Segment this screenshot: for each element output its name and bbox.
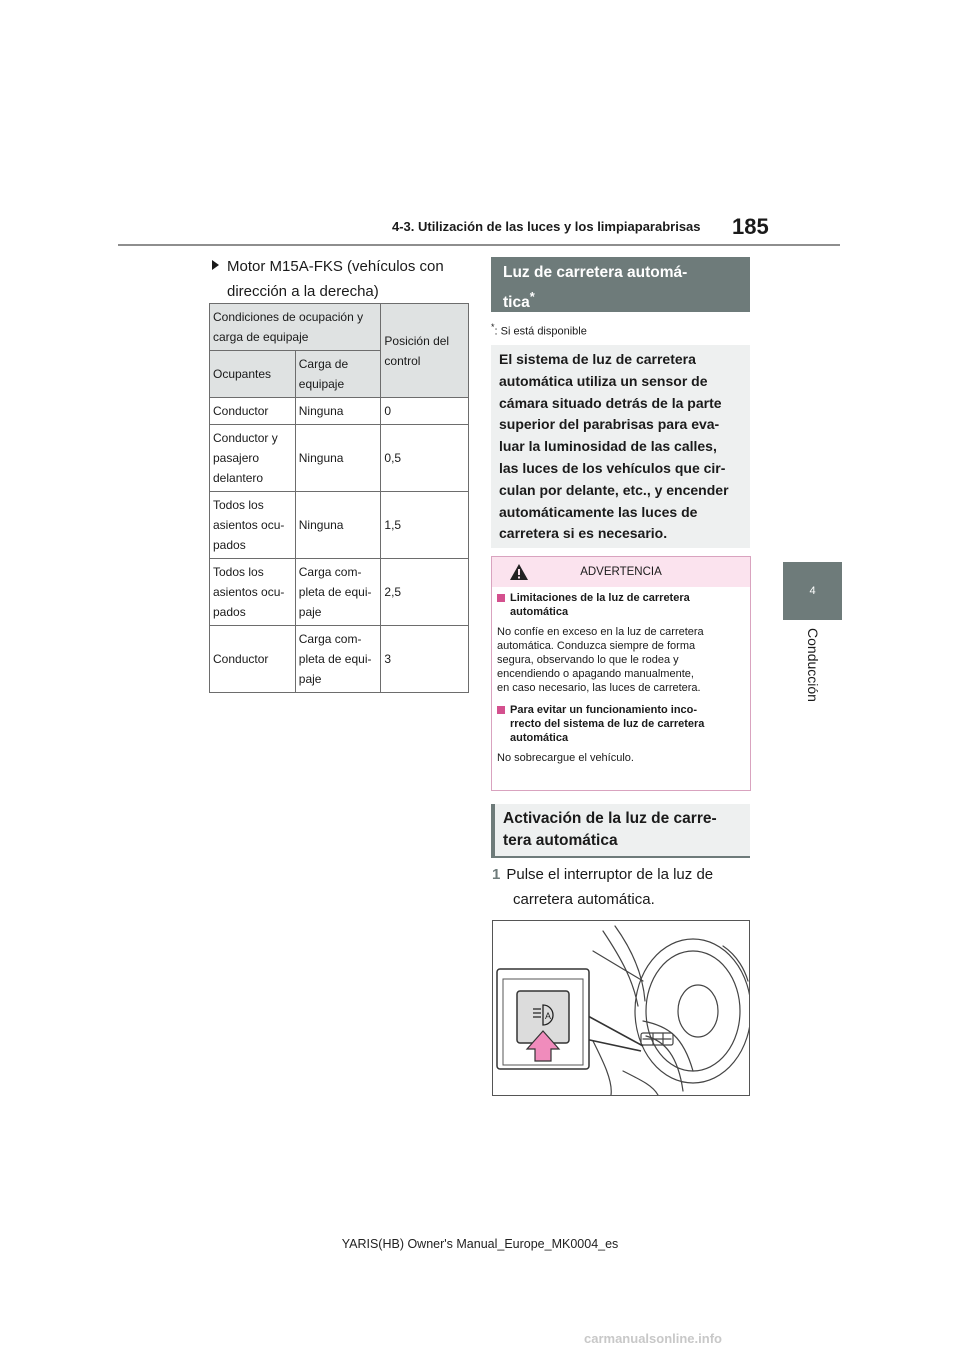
- table-header-position: Posición del control: [381, 304, 469, 398]
- step-text-line1: Pulse el interruptor de la luz de: [506, 866, 714, 883]
- table-row: Conductor y pasajero delantero Ninguna 0,5: [210, 425, 469, 492]
- warning-paragraph: No confíe en exceso en la luz de carretera automática. Conduzca siempre de forma segura, observando lo que le rodea y encendiendo o apagando manualmente, en caso necesario, las luces de carretera.: [497, 626, 704, 694]
- table-row: Todos los asientos ocu- pados Carga com- pleta de equi- paje 2,5: [210, 559, 469, 626]
- dashboard-switch-drawing: [493, 921, 749, 1095]
- warning-box: [491, 556, 751, 791]
- step-1: [492, 862, 713, 912]
- section-header: 4-3. Utilización de las luces y los limpiaparabrisas: [392, 219, 701, 234]
- watermark: carmanualsonline.info: [584, 1331, 722, 1346]
- table-row: Todos los asientos ocu- pados Ninguna 1,5: [210, 492, 469, 559]
- table-row: Conductor Ninguna 0: [210, 398, 469, 425]
- section-underline: [491, 856, 750, 858]
- step-number: 1: [492, 866, 501, 883]
- pink-square-bullet-icon: [497, 594, 505, 602]
- warning-paragraph: No sobrecargue el vehículo.: [497, 752, 634, 764]
- bullet-text-line2: dirección a la derecha): [227, 283, 379, 300]
- intro-box: El sistema de luz de carretera automática utiliza un sensor de cámara situado detrás de la parte superior del parabrisas para eva- luar la luminosidad de las calles, las luces de los vehículos que cir- culan por delante, etc., y encender automáticamente las luces de carretera si es necesario.: [491, 345, 750, 548]
- engine-bullet: [212, 254, 444, 304]
- section-heading-auto-high-beam: Luz de carretera automá- tica*: [491, 257, 750, 312]
- page-number: 185: [732, 214, 769, 239]
- table-row: Conductor Carga com- pleta de equi- paje 3: [210, 626, 469, 693]
- header-divider: [118, 244, 840, 246]
- warning-title: ADVERTENCIA: [580, 566, 662, 578]
- manual-footer: YARIS(HB) Owner's Manual_Europe_MK0004_es: [341, 1237, 619, 1251]
- chapter-tab-label: Conducción: [805, 628, 821, 702]
- load-conditions-table: [209, 303, 469, 693]
- chapter-tab-number: 4: [809, 585, 816, 597]
- step-text-line2: carretera automática.: [513, 891, 655, 908]
- pink-square-bullet-icon: [497, 706, 505, 714]
- svg-text:A: A: [545, 1011, 552, 1021]
- dashboard-illustration: [492, 920, 750, 1096]
- table-header-conditions: Condiciones de ocupación y carga de equipaje: [210, 304, 381, 351]
- table-header-occupants: Ocupantes: [210, 351, 296, 398]
- warning-subheading: Limitaciones de la luz de carretera automática: [497, 591, 747, 619]
- section-heading-activation: Activación de la luz de carre- tera automática: [491, 804, 750, 857]
- warning-header: [492, 557, 750, 587]
- availability-footnote: *: Si está disponible: [491, 322, 587, 338]
- bullet-text-line1: Motor M15A-FKS (vehículos con: [227, 258, 444, 275]
- warning-subheading: Para evitar un funcionamiento inco- rrecto del sistema de luz de carretera automática: [497, 703, 747, 745]
- triangle-bullet-icon: [212, 260, 219, 270]
- table-header-load: Carga de equipaje: [295, 351, 381, 398]
